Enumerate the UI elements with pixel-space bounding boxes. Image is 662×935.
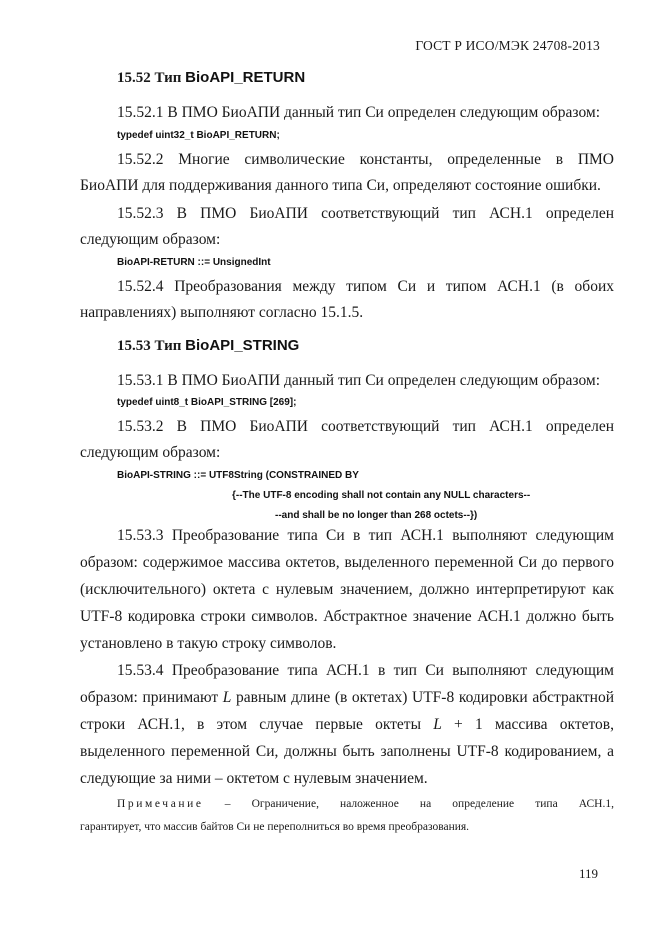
heading-type-name: BioAPI_RETURN	[185, 69, 306, 86]
paragraph-15-53-3-line2: образом: содержимое массива октетов, выделенного переменной Си до первого	[80, 554, 614, 571]
paragraph-15-53-4-line3	[80, 716, 614, 734]
section-heading-15-52	[117, 69, 305, 87]
code-asn1-return: BioAPI-RETURN ::= UnsignedInt	[117, 257, 271, 268]
heading-number: 15.52 Тип	[117, 70, 186, 86]
paragraph-15-52-3-line1: 15.52.3 В ПМО БиоАПИ соответствующий тип АСН.1 определен	[117, 205, 614, 222]
paragraph-15-53-2-line2: следующим образом:	[80, 444, 221, 461]
text-run: образом: принимают	[80, 689, 223, 706]
note-line1	[117, 798, 614, 810]
paragraph-15-53-3-line3: (исключительного) октета с нулевым значением, должно интерпретируют как	[80, 581, 614, 598]
page-number: 119	[579, 866, 599, 881]
paragraph-15-53-3-line5: установлено в такую строку символов.	[80, 635, 337, 652]
paragraph-15-52-4-line1: 15.52.4 Преобразования между типом Си и типом АСН.1 (в обоих	[117, 278, 614, 295]
code-typedef-string: typedef uint8_t BioAPI_STRING [269];	[117, 397, 297, 408]
variable-l: L	[433, 716, 442, 733]
variable-l: L	[222, 689, 232, 706]
note-line2: гарантирует, что массив байтов Си не переполниться во время преобразования.	[80, 821, 470, 833]
heading-number: 15.53 Тип	[117, 338, 186, 354]
note-text: – Ограничение, наложенное на определение типа АСН.1,	[203, 798, 614, 810]
paragraph-15-53-3-line1: 15.53.3 Преобразование типа Си в тип АСН.1 выполняют следующим	[117, 527, 614, 544]
paragraph-15-53-4-line5: следующие за ними – октетом с нулевым значением.	[80, 770, 428, 787]
paragraph-15-52-2-line1: 15.52.2 Многие символические константы, определенные в ПМО	[117, 151, 614, 168]
paragraph-15-53-4-line1: 15.53.4 Преобразование типа АСН.1 в тип Си выполняют следующим	[117, 662, 614, 679]
text-run: + 1 массива октетов,	[441, 716, 614, 733]
code-asn1-string-line3: --and shall be no longer than 268 octets--})	[275, 510, 478, 521]
code-typedef-return: typedef uint32_t BioAPI_RETURN;	[117, 130, 280, 141]
code-asn1-string-line2: {--The UTF-8 encoding shall not contain any NULL characters--	[232, 490, 531, 501]
paragraph-15-53-1: 15.53.1 В ПМО БиоАПИ данный тип Си определен следующим образом:	[117, 372, 601, 389]
paragraph-15-53-4-line4: выделенного переменной Си, должны быть заполнены UTF-8 кодированием, а	[80, 743, 614, 760]
text-run: равным длине (в октетах) UTF-8 кодировки абстрактной	[231, 689, 615, 706]
document-header: ГОСТ Р ИСО/МЭК 24708-2013	[415, 38, 600, 53]
code-asn1-string-line1: BioAPI-STRING ::= UTF8String (CONSTRAINED BY	[117, 470, 359, 481]
paragraph-15-52-3-line2: следующим образом:	[80, 231, 221, 248]
paragraph-15-53-4-line2	[80, 689, 614, 707]
paragraph-15-52-4-line2: направлениях) выполняют согласно 15.1.5.	[80, 304, 364, 321]
heading-type-name: BioAPI_STRING	[185, 337, 300, 354]
section-heading-15-53	[117, 337, 299, 355]
paragraph-15-52-1: 15.52.1 В ПМО БиоАПИ данный тип Си определен следующим образом:	[117, 104, 601, 121]
paragraph-15-53-2-line1: 15.53.2 В ПМО БиоАПИ соответствующий тип АСН.1 определен	[117, 418, 614, 435]
note-label: Примечание	[117, 798, 204, 810]
paragraph-15-52-2-line2: БиоАПИ для поддерживания данного типа Си, определяют состояние ошибки.	[80, 177, 601, 194]
paragraph-15-53-3-line4: UTF-8 кодировка строки символов. Абстрактное значение АСН.1 должно быть	[80, 608, 614, 625]
text-run: строки АСН.1, в этом случае первые октеты	[80, 716, 434, 733]
